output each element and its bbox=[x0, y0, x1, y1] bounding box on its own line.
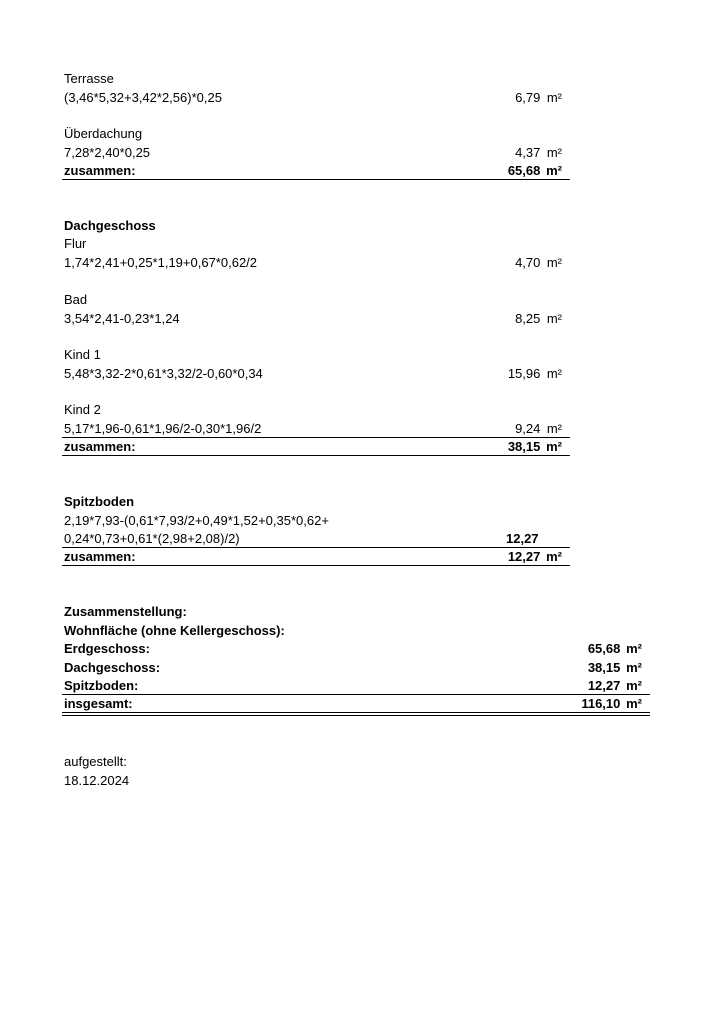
footer-date: 18.12.2024 bbox=[64, 773, 130, 788]
item-value-terrasse bbox=[515, 89, 562, 107]
item-label-kind-1: Kind 1 bbox=[64, 347, 101, 362]
summary-value-erdgeschoss bbox=[588, 640, 642, 658]
item-formula-flur: 1,74*2,41+0,25*1,19+0,67*0,62/2 bbox=[64, 255, 258, 270]
total-rule bbox=[62, 455, 570, 456]
value-unit: m² bbox=[546, 255, 562, 270]
row-separator bbox=[62, 547, 570, 548]
total-rule bbox=[62, 179, 570, 180]
item-value-kind-2 bbox=[515, 420, 562, 438]
value-number: 12,27 bbox=[587, 678, 621, 693]
double-rule-bottom bbox=[62, 715, 650, 716]
item-formula-kind-2: 5,17*1,96-0,61*1,96/2-0,30*1,96/2 bbox=[64, 421, 262, 436]
value-unit: m² bbox=[626, 660, 642, 675]
item-value-ueberdachung bbox=[515, 144, 562, 162]
value-unit: m² bbox=[626, 641, 642, 656]
spitzboden-value: 12,27 bbox=[506, 531, 539, 546]
value-number: 8,25 bbox=[515, 311, 541, 326]
value-unit: m² bbox=[546, 366, 562, 381]
item-formula-kind-1: 5,48*3,32-2*0,61*3,32/2-0,60*0,34 bbox=[64, 366, 263, 381]
item-formula-bad: 3,54*2,41-0,23*1,24 bbox=[64, 311, 180, 326]
value-unit: m² bbox=[546, 90, 562, 105]
summary-subheading: Wohnfläche (ohne Kellergeschoss): bbox=[64, 623, 285, 638]
summary-label-erdgeschoss: Erdgeschoss: bbox=[64, 641, 150, 656]
total-rule bbox=[62, 565, 570, 566]
value-unit: m² bbox=[546, 439, 562, 454]
total-value-dachgeschoss bbox=[508, 438, 562, 456]
spitzboden-formula-line-1: 2,19*7,93-(0,61*7,93/2+0,49*1,52+0,35*0,62+ bbox=[64, 513, 329, 528]
value-number: 12,27 bbox=[507, 549, 541, 564]
item-label-bad: Bad bbox=[64, 292, 88, 307]
value-number: 9,24 bbox=[515, 421, 541, 436]
item-formula-terrasse: (3,46*5,32+3,42*2,56)*0,25 bbox=[64, 90, 222, 105]
total-label-spitzboden: zusammen: bbox=[64, 549, 136, 564]
row-separator bbox=[62, 437, 570, 438]
value-unit: m² bbox=[546, 145, 562, 160]
value-number: 116,10 bbox=[581, 696, 621, 711]
footer-label: aufgestellt: bbox=[64, 754, 127, 769]
item-value-kind-1 bbox=[508, 365, 562, 383]
spitzboden-formula-line-2: 0,24*0,73+0,61*(2,98+2,08)/2) bbox=[64, 531, 240, 546]
item-formula-ueberdachung: 7,28*2,40*0,25 bbox=[64, 145, 151, 160]
section-heading-dachgeschoss: Dachgeschoss bbox=[64, 218, 156, 233]
value-unit: m² bbox=[626, 696, 642, 711]
summary-total-value bbox=[581, 695, 642, 713]
value-number: 4,37 bbox=[515, 145, 541, 160]
value-number: 65,68 bbox=[507, 163, 541, 178]
total-value-erdgeschoss bbox=[508, 162, 562, 180]
value-unit: m² bbox=[546, 163, 562, 178]
summary-value-dachgeschoss bbox=[588, 659, 642, 677]
value-unit: m² bbox=[546, 549, 562, 564]
summary-total-label: insgesamt: bbox=[64, 696, 133, 711]
section-heading-spitzboden: Spitzboden bbox=[64, 494, 135, 509]
row-separator bbox=[62, 694, 650, 695]
value-number: 38,15 bbox=[507, 439, 541, 454]
item-label-terrasse: Terrasse bbox=[64, 71, 114, 86]
item-value-flur bbox=[515, 254, 562, 272]
value-unit: m² bbox=[626, 678, 642, 693]
value-number: 15,96 bbox=[507, 366, 541, 381]
double-rule-top bbox=[62, 712, 650, 713]
value-number: 4,70 bbox=[515, 255, 541, 270]
value-unit: m² bbox=[546, 311, 562, 326]
total-label-dachgeschoss: zusammen: bbox=[64, 439, 136, 454]
item-value-bad bbox=[515, 310, 562, 328]
value-number: 38,15 bbox=[587, 660, 621, 675]
value-number: 65,68 bbox=[587, 641, 621, 656]
total-label-erdgeschoss: zusammen: bbox=[64, 163, 136, 178]
item-label-flur: Flur bbox=[64, 236, 87, 251]
value-unit: m² bbox=[546, 421, 562, 436]
summary-heading: Zusammenstellung: bbox=[64, 604, 187, 619]
value-number: 6,79 bbox=[515, 90, 541, 105]
total-value-spitzboden bbox=[508, 548, 562, 566]
summary-label-spitzboden: Spitzboden: bbox=[64, 678, 139, 693]
summary-value-spitzboden bbox=[588, 677, 642, 695]
item-label-kind-2: Kind 2 bbox=[64, 402, 101, 417]
item-label-ueberdachung: Überdachung bbox=[64, 126, 143, 141]
summary-label-dachgeschoss: Dachgeschoss: bbox=[64, 660, 161, 675]
